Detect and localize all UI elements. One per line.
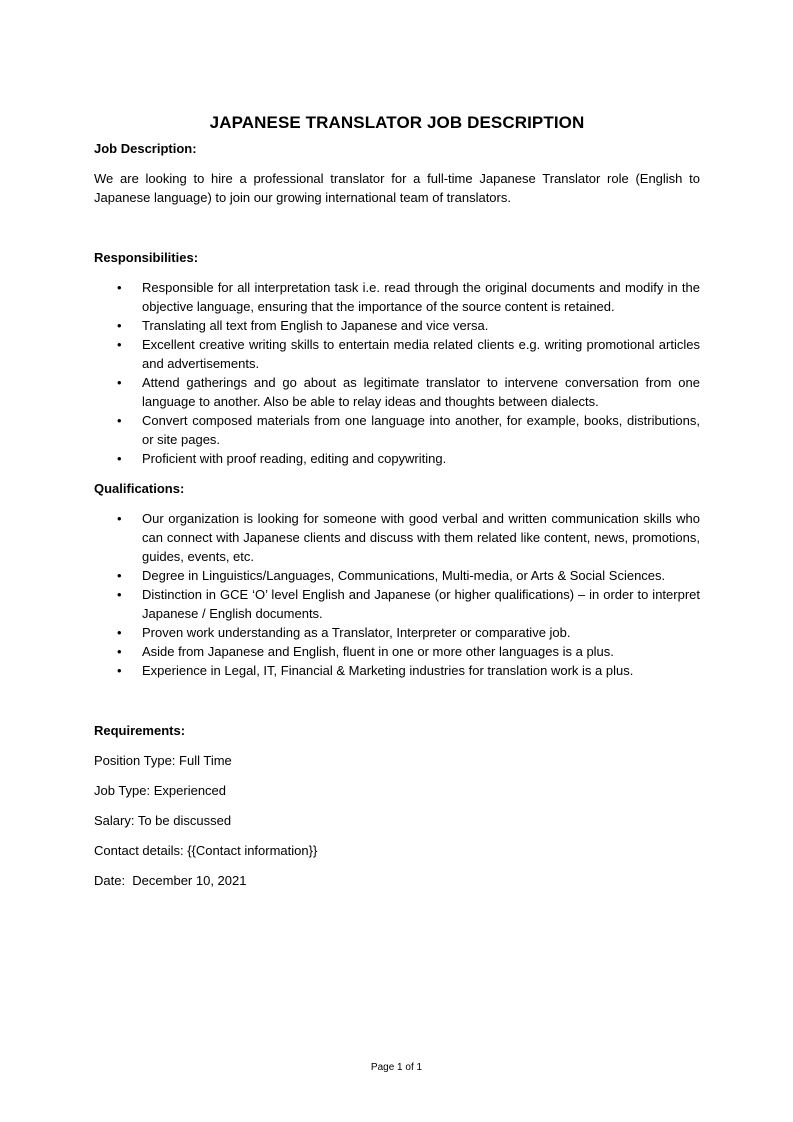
bullet-icon: • [117,337,122,352]
job-type-text: Job Type: Experienced [94,783,227,798]
list-item: • Distinction in GCE ‘O’ level English and Japanese (or higher qualifications) – in order to interpret Japanese / English documents. [117,587,700,621]
list-item: • Proven work understanding as a Translator, Interpreter or comparative job. [117,625,571,640]
bullet-icon: • [117,413,122,428]
bullet-icon: • [117,568,122,583]
list-item: • Experience in Legal, IT, Financial & Marketing industries for translation work is a plus. [117,663,634,678]
position-type-text: Position Type: Full Time [94,753,232,768]
bullet-icon: • [117,644,122,659]
list-item: • Attend gatherings and go about as legitimate translator to intervene conversation from one language to another. Also be able to relay ideas and thoughts between dialects. [117,375,700,409]
date-text: Date: December 10, 2021 [94,873,247,888]
document-title: JAPANESE TRANSLATOR JOB DESCRIPTION [209,113,585,132]
requirements-heading: Requirements: [94,723,186,738]
list-item: • Degree in Linguistics/Languages, Communications, Multi-media, or Arts & Social Sciences. [117,568,666,583]
qualifications-heading: Qualifications: [94,481,185,496]
responsibilities-list [94,278,700,468]
responsibilities-heading: Responsibilities: [94,250,199,265]
contact-details-text: Contact details: {{Contact information}} [94,843,318,858]
bullet-icon: • [117,587,122,602]
job-description-heading: Job Description: [94,141,197,156]
list-item: • Proficient with proof reading, editing and copywriting. [117,451,447,466]
salary-text: Salary: To be discussed [94,813,232,828]
bullet-icon: • [117,280,122,295]
bullet-icon: • [117,318,122,333]
job-description-text: We are looking to hire a professional translator for a full-time Japanese Translator role (English to Japanese language) to join our growing international team of translators. [94,171,700,205]
qualifications-list [94,509,700,680]
bullet-icon: • [117,511,122,526]
list-item: • Excellent creative writing skills to entertain media related clients e.g. writing promotional articles and advertisements. [117,337,700,371]
list-item: • Aside from Japanese and English, fluent in one or more other languages is a plus. [117,644,614,659]
list-item: • Responsible for all interpretation task i.e. read through the original documents and modify in the objective language, ensuring that the importance of the source content is retained. [117,280,700,314]
page-number-footer: Page 1 of 1 [370,1062,423,1073]
bullet-icon: • [117,663,122,678]
document-page [94,112,700,890]
bullet-icon: • [117,451,122,466]
bullet-icon: • [117,625,122,640]
list-item: • Convert composed materials from one language into another, for example, books, distributions, or site pages. [117,413,700,447]
list-item: • Our organization is looking for someone with good verbal and written communication skills who can connect with Japanese clients and discuss with them related like content, news, promotions, guides, events, etc. [117,511,700,564]
bullet-icon: • [117,375,122,390]
list-item: • Translating all text from English to Japanese and vice versa. [117,318,489,333]
